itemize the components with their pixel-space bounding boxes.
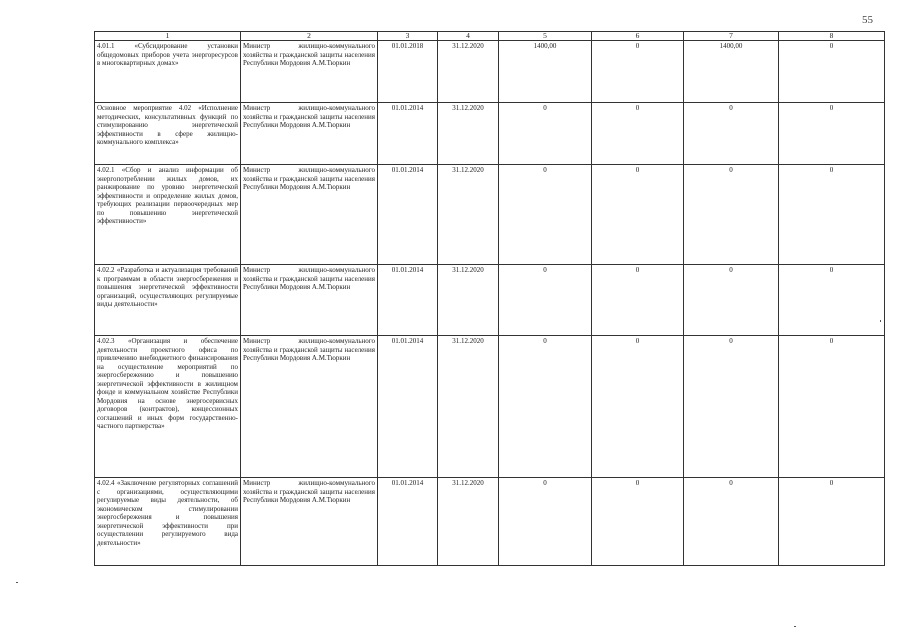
activity-description: 4.01.1 «Субсидирование установки общедомовых приборов учета энергоресурсов в многоквартирных домах» — [95, 41, 241, 103]
scan-speck — [880, 320, 881, 322]
column-header-6: 6 — [592, 32, 684, 41]
column-header-8: 8 — [779, 32, 885, 41]
start-date: 01.01.2014 — [378, 165, 438, 265]
column-header-4: 4 — [438, 32, 499, 41]
value-cell-8: 0 — [779, 265, 885, 336]
column-header-3: 3 — [378, 32, 438, 41]
responsible-person: Министр жилищно-коммунального хозяйства и гражданской защиты населения Республики Мордовия А.М.Тюркин — [241, 165, 378, 265]
activity-description: 4.02.1 «Сбор и анализ информации об энергопотреблении жилых домов, их ранжирование по уровню энергетической эффективности и определение жилых домов, требующих реализации первоочередных мер по повышению энергетической эффективности» — [95, 165, 241, 265]
scan-speck — [794, 626, 796, 627]
header-row — [95, 32, 885, 41]
value-cell-8: 0 — [779, 103, 885, 165]
value-cell-6: 0 — [592, 165, 684, 265]
value-cell-7: 0 — [684, 478, 779, 566]
value-cell-5: 0 — [499, 265, 592, 336]
start-date: 01.01.2014 — [378, 336, 438, 478]
value-cell-6: 0 — [592, 41, 684, 103]
table-row — [95, 478, 885, 566]
value-cell-6: 0 — [592, 103, 684, 165]
value-cell-8: 0 — [779, 336, 885, 478]
value-cell-5: 0 — [499, 478, 592, 566]
value-cell-7: 1400,00 — [684, 41, 779, 103]
start-date: 01.01.2014 — [378, 265, 438, 336]
value-cell-7: 0 — [684, 165, 779, 265]
table-row — [95, 336, 885, 478]
value-cell-6: 0 — [592, 478, 684, 566]
end-date: 31.12.2020 — [438, 41, 499, 103]
value-cell-7: 0 — [684, 336, 779, 478]
responsible-person: Министр жилищно-коммунального хозяйства и гражданской защиты населения Республики Мордовия А.М.Тюркин — [241, 41, 378, 103]
value-cell-8: 0 — [779, 478, 885, 566]
value-cell-5: 0 — [499, 336, 592, 478]
activity-description: 4.02.3 «Организация и обеспечение деятельности проектного офиса по привлечению внебюджетного финансирования на осуществление мероприятий по энергосбережению и повышению энергетической эффективности в жилищном фонде и коммунальном хозяйстве Республики Мордовия на основе энергосервисных договоров (контрактов), концессионных соглашений и иных форм государственно-частного партнерства» — [95, 336, 241, 478]
value-cell-5: 0 — [499, 103, 592, 165]
table-row — [95, 41, 885, 103]
end-date: 31.12.2020 — [438, 265, 499, 336]
end-date: 31.12.2020 — [438, 165, 499, 265]
start-date: 01.01.2018 — [378, 41, 438, 103]
value-cell-6: 0 — [592, 336, 684, 478]
page-number: 55 — [862, 14, 873, 26]
responsible-person: Министр жилищно-коммунального хозяйства и гражданской защиты населения Республики Мордовия А.М.Тюркин — [241, 336, 378, 478]
responsible-person: Министр жилищно-коммунального хозяйства и гражданской защиты населения Республики Мордовия А.М.Тюркин — [241, 103, 378, 165]
column-header-5: 5 — [499, 32, 592, 41]
activity-description: Основное мероприятие 4.02 «Исполнение методических, консультативных функций по стимулированию энергетической эффективности в сфере жилищно-коммунального комплекса» — [95, 103, 241, 165]
table-row — [95, 265, 885, 336]
program-activities-table — [94, 31, 885, 566]
activity-description: 4.02.4 «Заключение регуляторных соглашений с организациями, осуществляющими регулируемые виды деятельности, об экономическом стимулировании энергосбережения и повышения энергетической эффективности при осуществлении регулируемого вида деятельности» — [95, 478, 241, 566]
end-date: 31.12.2020 — [438, 336, 499, 478]
column-header-7: 7 — [684, 32, 779, 41]
table-row — [95, 103, 885, 165]
start-date: 01.01.2014 — [378, 103, 438, 165]
start-date: 01.01.2014 — [378, 478, 438, 566]
end-date: 31.12.2020 — [438, 478, 499, 566]
value-cell-6: 0 — [592, 265, 684, 336]
column-header-2: 2 — [241, 32, 378, 41]
value-cell-8: 0 — [779, 165, 885, 265]
value-cell-7: 0 — [684, 265, 779, 336]
responsible-person: Министр жилищно-коммунального хозяйства и гражданской защиты населения Республики Мордовия А.М.Тюркин — [241, 265, 378, 336]
value-cell-5: 0 — [499, 165, 592, 265]
scan-speck — [16, 582, 18, 583]
column-header-1: 1 — [95, 32, 241, 41]
value-cell-7: 0 — [684, 103, 779, 165]
table-row — [95, 165, 885, 265]
value-cell-8: 0 — [779, 41, 885, 103]
activity-description: 4.02.2 «Разработка и актуализация требований к программам в области энергосбережения и повышения энергетической эффективности организаций, осуществляющих регулируемые виды деятельности» — [95, 265, 241, 336]
value-cell-5: 1400,00 — [499, 41, 592, 103]
responsible-person: Министр жилищно-коммунального хозяйства и гражданской защиты населения Республики Мордовия А.М.Тюркин — [241, 478, 378, 566]
end-date: 31.12.2020 — [438, 103, 499, 165]
